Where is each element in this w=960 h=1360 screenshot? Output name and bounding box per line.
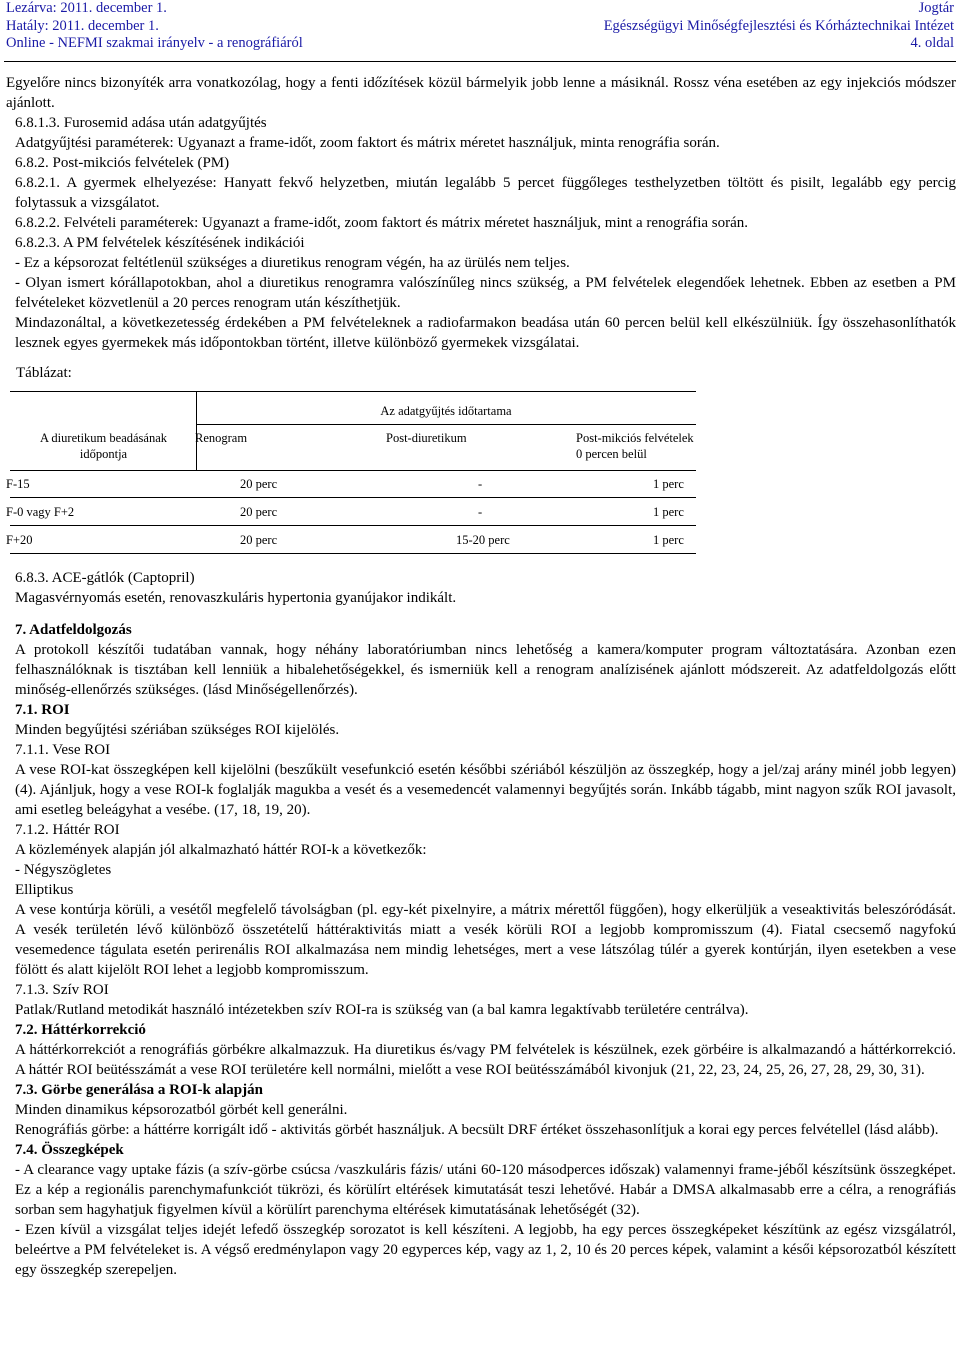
paragraph: A háttérkorrekciót a renográfiás görbékre alkalmazzuk. Ha diuretikus és/vagy PM felvételek is készülnek, ezek görbéire is alkalmazandó a háttérkorrekció. A háttér ROI beütésszámát a vese ROI területére kell normálni, mielőtt a vese ROI beütésszámából kivonjuk (21, 22, 23, 24, 25, 26, 27, 28, 29, 30, 31). — [15, 1042, 956, 1078]
table-col3-header-1: Post-mikciós felvételek — [576, 431, 694, 445]
table-label: Táblázat: — [16, 365, 72, 381]
paragraph: 6.8.1.3. Furosemid adása után adatgyűjtés — [15, 115, 267, 131]
document-body — [6, 73, 956, 1280]
document-title-link[interactable]: Online - NEFMI szakmai irányelv - a renográfiáról — [6, 35, 303, 51]
jogtar-link[interactable]: Jogtár — [918, 0, 954, 16]
paragraph: Minden dinamikus képsorozatból görbét kell generálni. — [15, 1102, 348, 1118]
paragraph: A protokoll készítői tudatában vannak, hogy néhány laboratóriumban nincs lehetőség a kamera/komputer program változtatására. Azonban ezen felhasználóknak is tisztában kell lenniük a hibalehetőségekkel, és ismerniük kell a renogram analízisének ajánlott módszereit. Az adatfeldolgozás előtt minőség-ellenőrzés szükséges. (lásd Minőségellenőrzés). — [15, 642, 956, 698]
table-row-1-col3: 1 perc — [653, 477, 684, 491]
paragraph: Renográfiás görbe: a háttérre korrigált idő - aktivitás görbét használjuk. A becsült DRF értéket összehasonlítjuk a korai egy perces felvétellel (lásd alább). — [15, 1122, 939, 1138]
header-left — [6, 0, 303, 53]
table-row-2-col3: 1 perc — [653, 505, 684, 519]
paragraph: Magasvérnyomás esetén, renovaszkuláris hypertonia gyanújakor indikált. — [15, 590, 457, 606]
page-header — [0, 0, 960, 60]
table-col1-header: Renogram — [195, 431, 248, 445]
table-row-1-col1: 20 perc — [240, 477, 278, 491]
paragraph: 6.8.2.1. A gyermek elhelyezése: Hanyatt fekvő helyzetben, miután legalább 5 percet függőleges testhelyzetben töltött és pisilt, legalább egy percig folytassuk a vizsgálatot. — [15, 175, 956, 211]
table-row-3-col1: 20 perc — [240, 533, 278, 547]
section-heading: 7.4. Összegképek — [15, 1142, 124, 1158]
paragraph: Adatgyűjtési paraméterek: Ugyanazt a frame-időt, zoom faktort és mátrix méretet használjuk, minta renográfia során. — [15, 135, 720, 151]
table-col3-header-2: 0 percen belül — [576, 447, 647, 461]
paragraph: 7.1.3. Szív ROI — [15, 982, 109, 998]
closed-date: Lezárva: 2011. december 1. — [6, 0, 167, 16]
header-right — [604, 0, 954, 53]
page-number: 4. oldal — [910, 35, 954, 51]
paragraph: A vese ROI-kat összegképen kell kijelölni (beszűkült vesefunkció esetén későbbi szériából készüljön az összegkép, hogy a jel/zaj arány minél jobb legyen)(4). Ajánljuk, hogy a vese ROI-k foglalják magukba a vesét és a vesemedencét valamennyi begyűjtés során. Inkább tágabb, mint nagyon szűk ROI javasolt, ami esetleg beleágyhat a vesébe. (17, 18, 19, 20). — [15, 762, 956, 818]
table-row-3-col0: F+20 — [6, 533, 33, 547]
section-heading: 7.1. ROI — [15, 702, 70, 718]
paragraph: Mindazonáltal, a következetesség érdekében a PM felvételeknek a radiofarmakon beadása után 60 percen belül kell elkészülniük. Így összehasonlíthatók lesznek egyes gyermekek más időpontokban történt, illetve különböző gyermekek vizsgálatai. — [15, 315, 956, 351]
bottom-paragraphs — [6, 568, 956, 1280]
paragraph: - Négyszögletes — [15, 862, 112, 878]
table-row-1-col2: - — [478, 477, 483, 491]
paragraph: Patlak/Rutland metodikát használó intézetekben szív ROI-ra is szükség van (a bal kamra legaktívabb területére centrálva). — [15, 1002, 749, 1018]
section-heading: 7.2. Háttérkorrekció — [15, 1022, 146, 1038]
table-row-2-col2: - — [478, 505, 483, 519]
paragraph: 6.8.2.3. A PM felvételek készítésének indikációi — [15, 235, 305, 251]
paragraph: Egyelőre nincs bizonyíték arra vonatkozólag, hogy a fenti időzítések közül bármelyik jobb lenne a másiknál. Rossz véna esetében az egy injekciós módszer ajánlott. — [6, 75, 956, 111]
effective-date: Hatály: 2011. december 1. — [6, 17, 159, 34]
paragraph: - A clearance vagy uptake fázis (a szív-görbe csúcsa /vaszkuláris fázis/ utáni 60-120 másodperces időszak) valamennyi frame-jéből készítsünk összegképet. Ez a kép a regionális parenchymafunkciót tükrözi, és körülírt eltérések kimutatását teszi lehetővé. Habár a DMSA alkalmasabb erre a célra, a renográfiás sorban sem hagyhatjuk figyelmen kívül a körülírt parenchyma eltérések kimutatásának lehetőségét (32). — [15, 1162, 956, 1218]
paragraph: 7.1.2. Háttér ROI — [15, 822, 120, 838]
paragraph: 7.1.1. Vese ROI — [15, 742, 111, 758]
spacer — [6, 608, 956, 620]
institute-name[interactable]: Egészségügyi Minőségfejlesztési és Kórháztechnikai Intézet — [603, 17, 954, 34]
paragraph: 6.8.3. ACE-gátlók (Captopril) — [15, 570, 195, 586]
paragraph: - Ezen kívül a vizsgálat teljes idejét lefedő összegkép sorozatot is kell készíteni. A legjobb, ha egy perces összegképeket készítünk az egész vizsgálatról, beleértve a PM felvételeket is. A végső eredménylapon vagy 20 egyperces kép, vagy az 1, 2, 10 és 20 perces képek, valamint a késői képsorozatból készített egy összegkép szerepeljen. — [15, 1222, 956, 1278]
top-paragraphs — [6, 73, 956, 353]
data-table — [6, 391, 956, 566]
table-row-3-col2: 15-20 perc — [456, 533, 510, 547]
table-row-2-col0: F-0 vagy F+2 — [6, 505, 75, 519]
paragraph: 6.8.2.2. Felvételi paraméterek: Ugyanazt a frame-időt, zoom faktort és mátrix méretet használjuk, mint a renográfia során. — [15, 215, 749, 231]
paragraph: Minden begyűjtési szériában szükséges ROI kijelölés. — [15, 722, 340, 738]
table-col2-header: Post-diuretikum — [386, 431, 467, 445]
table-group-header: Az adatgyűjtés időtartama — [380, 404, 512, 418]
table-row-3-col3: 1 perc — [653, 533, 684, 547]
section-heading: 7.3. Görbe generálása a ROI-k alapján — [15, 1082, 263, 1098]
paragraph: A vese kontúrja körüli, a vesétől megfelelő távolságban (pl. egy-két pixelnyire, a mátrix mérettől függően), hogy elkerüljük a veseaktivitás beleszóródását. A vesék területén lévő különböző összetételű háttéraktivitás miatt a vesék körüli ROI a legjobb kompromisszum (4). Fiatal csecsemő nagyfokú vesemedence tágulata esetén perirenális ROI alkalmazása nem mindig lehetséges, mert a vese látszólag túlér a gyerek kontúrján, ilyen esetekben a vese fölött és alatt kijelölt ROI lehet a legjobb kompromisszum. — [15, 902, 956, 978]
section-heading: 7. Adatfeldolgozás — [15, 622, 132, 638]
table-row-2-col1: 20 perc — [240, 505, 278, 519]
paragraph: 6.8.2. Post-mikciós felvételek (PM) — [15, 155, 230, 171]
paragraph: A közlemények alapján jól alkalmazható háttér ROI-k a következők: — [15, 842, 427, 858]
paragraph: - Ez a képsorozat feltétlenül szükséges a diuretikus renogram végén, ha az ürülés nem teljes. — [15, 255, 570, 271]
table-row-1-col0: F-15 — [6, 477, 30, 491]
paragraph: Elliptikus — [15, 882, 74, 898]
header-divider — [4, 61, 956, 62]
paragraph: - Olyan ismert kórállapotokban, ahol a diuretikus renogramra valószínűleg nincs szükség, a PM felvételek elegendőek lehetnek. Ebben az esetben a PM felvételeket közvetlenül a 20 perces renogram után készíthetjük. — [15, 275, 956, 311]
table-col0-header: A diuretikum beadásának időpontja — [39, 431, 168, 461]
